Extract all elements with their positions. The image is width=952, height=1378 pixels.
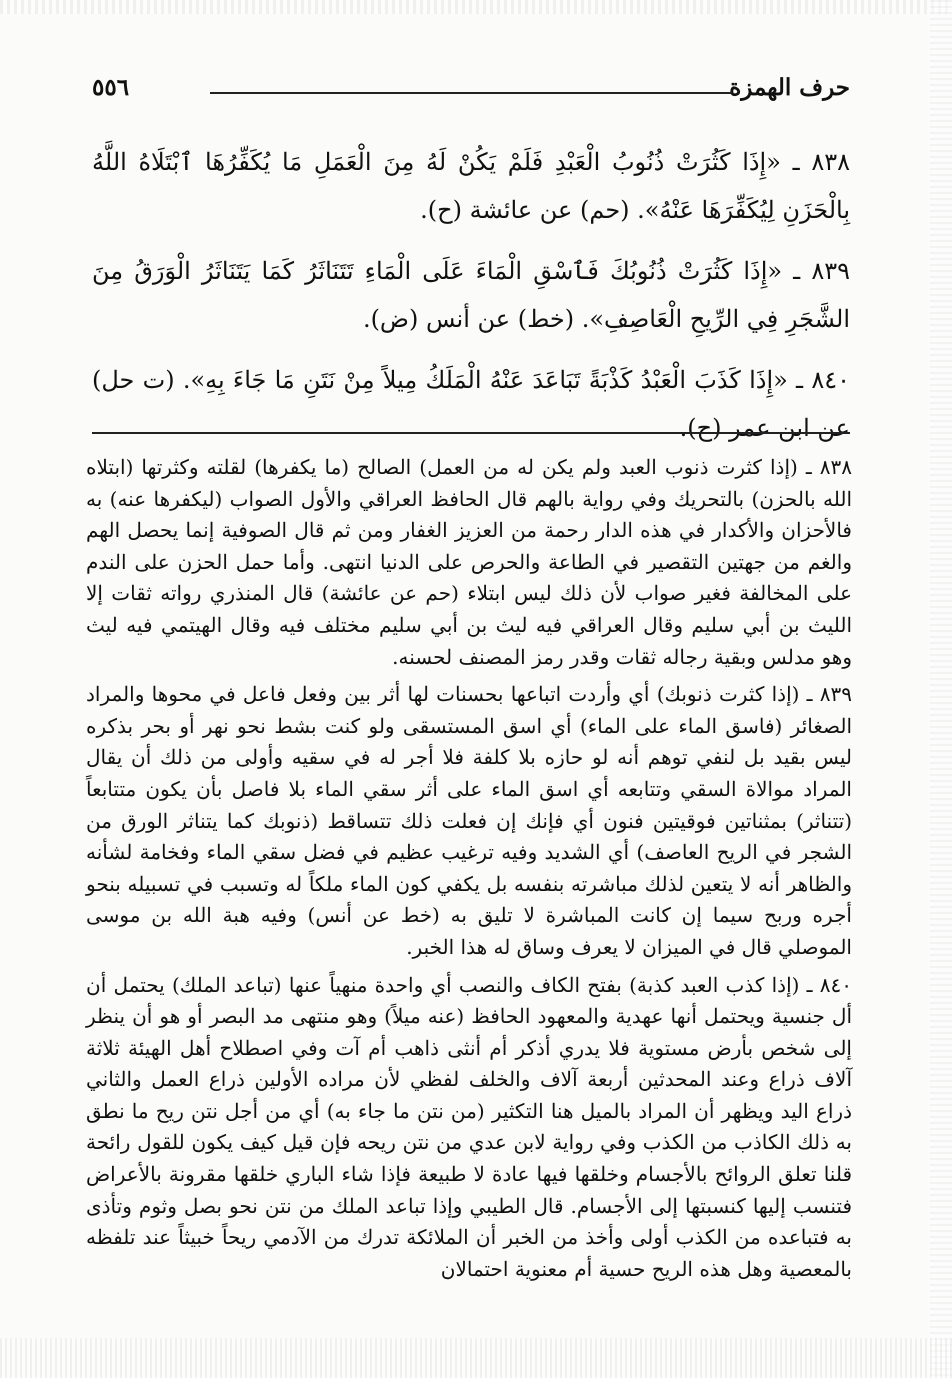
chapter-title: حرف الهمزة bbox=[729, 74, 850, 101]
hadith-838: ٨٣٨ ـ «إِذَا كَثُرَتْ ذُنُوبُ الْعَبْدِ فَلَمْ يَكُنْ لَهُ مِنَ الْعَمَلِ مَا يُكَفِّرُهَا ٱبْتَلَاهُ اللَّهُ بِالْحَزَنِ لِيُكَفِّرَهَا عَنْهُ». (حم) عن عائشة (ح). bbox=[92, 148, 850, 224]
section-divider bbox=[92, 432, 850, 434]
hadith-840: ٨٤٠ ـ «إِذَا كَذَبَ الْعَبْدُ كَذْبَةً تَبَاعَدَ عَنْهُ الْمَلَكُ مِيلاً مِنْ نَتَنِ مَا جَاءَ بِهِ». (ت حل) عن ابن عمر (ح). bbox=[92, 366, 850, 442]
page-number: ٥٥٦ bbox=[92, 74, 130, 101]
header-rule bbox=[210, 92, 732, 94]
scan-edge-right bbox=[930, 0, 952, 1378]
hadith-839: ٨٣٩ ـ «إِذَا كَثُرَتْ ذُنُوبُكَ فَٱسْقِ الْمَاءَ عَلَى الْمَاءِ تَتَنَاثَرُ كَمَا يَتَنَاثَرُ الْوَرَقُ مِنَ الشَّجَرِ فِي الرِّيحِ الْعَاصِفِ». (خط) عن أنس (ض). bbox=[92, 257, 850, 333]
commentary-840: ٨٤٠ ـ (إذا كذب العبد كذبة) بفتح الكاف والنصب أي واحدة منهياً عنها (تباعد الملك) يحتمل أن أل جنسية ويحتمل أنها عهدية والمعهود الحافظ (عنه ميلاً) وهو منتهى مد البصر أو هو أن ينظر إلى شخص بأرض مستوية فلا يدري أذكر أم أنثى ذاهب أم آت وفي اصطلاح أهل الهيئة ثلاثة آلاف ذراع وعند المحدثين أربعة آلاف والخلف لفظي لأن مراده الأولين ذراع العمل والثاني ذراع اليد ويظهر أن المراد بالميل هنا التكثير (من نتن ما جاء به) أي من أجل نتن ريح ما نطق به ذلك الكاذب من الكذب وفي رواية لابن عدي من نتن ريحه فإن قيل كيف يكون للقول رائحة قلنا تعلق الروائح بالأجسام وخلقها فيها عادة لا طبيعة فإذا شاء الباري خلقها مقرونة بالأعراض فتنسب إليها كنسبتها إلى الأجسام. قال الطيبي وإذا تباعد الملك من نتن نحو بصل وثوم وتأذى به فتباعده من الكذب أولى وأخذ من الخبر أن الملائكة تدرك من الآدمي ريحاً خبيثاً عند تلفظه بالمعصية وهل هذه الريح حسية أم معنوية احتمالان bbox=[86, 972, 853, 1281]
commentary-section bbox=[86, 452, 852, 1291]
scan-edge-top bbox=[0, 0, 952, 14]
commentary-838: ٨٣٨ ـ (إذا كثرت ذنوب العبد ولم يكن له من العمل) الصالح (ما يكفرها) لقلته وكثرتها (ابتلاه الله بالحزن) بالتحريك وفي رواية بالهم قال الحافظ العراقي والأول الصواب (ليكفرها عنه) به فالأحزان والأكدار في هذه الدار رحمة من العزيز الغفار ومن ثم قال الصوفية إنما يحصل الهم والغم من جهتين التقصير في الطاعة والحرص على الدنيا انتهى. وأما حمل الحزن على الندم على المخالفة فغير صواب لأن ذلك ليس ابتلاء (حم عن عائشة) قال المنذري رواته ثقات إلا الليث بن أبي سليم وقال العراقي فيه ليث بن أبي سليم مختلف فيه وقال الهيتمي فيه ليث وهو مدلس وبقية رجاله ثقات وقدر رمز المصنف لحسنه. bbox=[86, 455, 852, 669]
commentary-839: ٨٣٩ ـ (إذا كثرت ذنوبك) أي وأردت اتباعها بحسنات لها أثر بين وفعل فاعل في محوها والمراد الصغائر (فاسق الماء على الماء) أي اسق المستسقى ولو كنت بشط نحو نهر أو بحر بذكره ليس بقيد بل لنفي توهم أنه لو حازه بلا كلفة فلا أجر له في سقيه وأولى من ذلك أن يقال المراد موالاة السقي وتتابعه أي اسق الماء على أثر سقي الماء بلا فاصل بأن يكون متتابعاً (تتناثر) بمثناتين فوقيتين فنون أي فإنك إن فعلت ذلك تتساقط (ذنوبك كما يتناثر الورق من الشجر في الريح العاصف) أي الشديد وفيه ترغيب عظيم في فضل سقي الماء وفخامة لشأنه والظاهر أنه لا يتعين لذلك مباشرته بنفسه بل يكفي كون الماء ملكاً له وتسبب في تسبيله بنحو أجره وربح سيما إن كانت المباشرة لا تليق به (خط عن أنس) وفيه هبة الله بن موسى الموصلي قال في الميزان لا يعرف وساق له هذا الخبر. bbox=[86, 682, 853, 959]
page-header bbox=[92, 70, 850, 110]
scan-edge-bottom bbox=[0, 1338, 952, 1378]
hadith-texts bbox=[92, 138, 850, 465]
